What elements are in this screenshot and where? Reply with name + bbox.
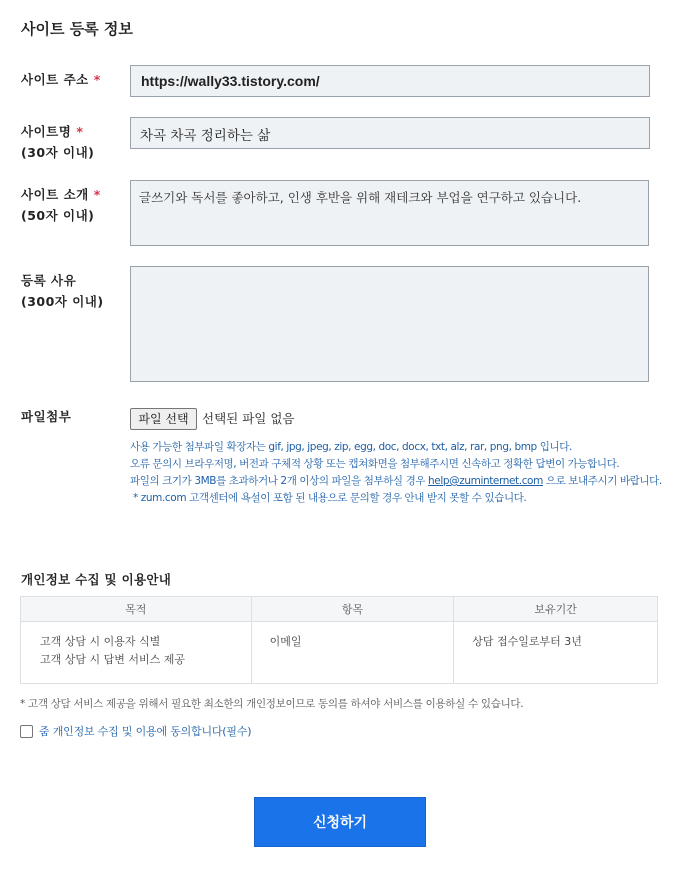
note-file-size-post: 으로 보내주시기 바랍니다.	[542, 475, 662, 487]
note-error-report: 오류 문의시 브라우저명, 버전과 구체적 상황 또는 캡쳐화면을 첨부해주시면 신속하고 정확한 답변이 가능합니다.	[130, 458, 620, 470]
site-intro-limit: (50자 이내)	[21, 208, 95, 223]
header-item: 항목	[251, 597, 454, 622]
site-name-label	[21, 121, 94, 163]
privacy-table	[20, 596, 658, 684]
cell-item: 이메일	[251, 622, 454, 684]
agree-label[interactable]: 줌 개인정보 수집 및 이용에 동의합니다(필수)	[39, 725, 252, 738]
site-url-label	[21, 69, 101, 90]
reason-label-text: 등록 사유	[21, 273, 77, 288]
cell-purpose	[21, 622, 252, 684]
file-status: 선택된 파일 없음	[202, 411, 295, 426]
header-retention: 보유기간	[454, 597, 658, 622]
cell-retention: 상담 접수일로부터 3년	[454, 622, 658, 684]
required-mark: *	[93, 187, 101, 202]
file-select-button[interactable]: 파일 선택	[130, 408, 197, 430]
site-url-input[interactable]: https://wally33.tistory.com/	[130, 65, 650, 97]
privacy-note: * 고객 상담 서비스 제공을 위해서 필요한 최소한의 개인정보이므로 동의를 하셔야 서비스를 이용하실 수 있습니다.	[20, 698, 524, 710]
section-title: 사이트 등록 정보	[21, 20, 133, 38]
reason-textarea[interactable]	[130, 266, 649, 382]
purpose-line: 고객 상담 시 답변 서비스 제공	[40, 653, 185, 666]
required-mark: *	[93, 72, 101, 87]
site-url-label-text: 사이트 주소	[21, 72, 89, 87]
help-email-link[interactable]: help@zuminternet.com	[428, 475, 543, 487]
note-file-size-pre: 파일의 크기가 3MB를 초과하거나 2개 이상의 파일을 첨부하실 경우	[130, 475, 429, 487]
required-mark: *	[76, 124, 84, 139]
note-profanity: * zum.com 고객센터에 욕설이 포함 된 내용으로 문의할 경우 안내 받지 못할 수 있습니다.	[133, 492, 527, 504]
privacy-table-header	[21, 597, 658, 622]
site-name-label-text: 사이트명	[21, 124, 72, 139]
site-intro-label-text: 사이트 소개	[21, 187, 89, 202]
note-extensions: 사용 가능한 첨부파일 확장자는 gif, jpg, jpeg, zip, egg, doc, docx, txt, alz, rar, png, bmp 입니다.	[130, 441, 572, 453]
agree-row[interactable]	[20, 723, 251, 739]
purpose-line: 고객 상담 시 이용자 식별	[40, 635, 161, 648]
header-purpose: 목적	[21, 597, 252, 622]
file-label: 파일첨부	[21, 409, 72, 424]
reason-label	[21, 270, 104, 312]
attachment-notes	[130, 439, 662, 507]
submit-button[interactable]: 신청하기	[254, 797, 426, 847]
site-intro-textarea[interactable]: 글쓰기와 독서를 좋아하고, 인생 후반을 위해 재테크와 부업을 연구하고 있습니다.	[130, 180, 649, 246]
site-name-input[interactable]: 차곡 차곡 정리하는 삶	[130, 117, 650, 149]
table-row	[21, 622, 658, 684]
reason-limit: (300자 이내)	[21, 294, 104, 309]
site-name-limit: (30자 이내)	[21, 145, 95, 160]
agree-checkbox[interactable]	[20, 725, 33, 738]
note-file-size	[130, 473, 662, 490]
privacy-title: 개인정보 수집 및 이용안내	[21, 572, 172, 587]
site-intro-label	[21, 184, 101, 226]
